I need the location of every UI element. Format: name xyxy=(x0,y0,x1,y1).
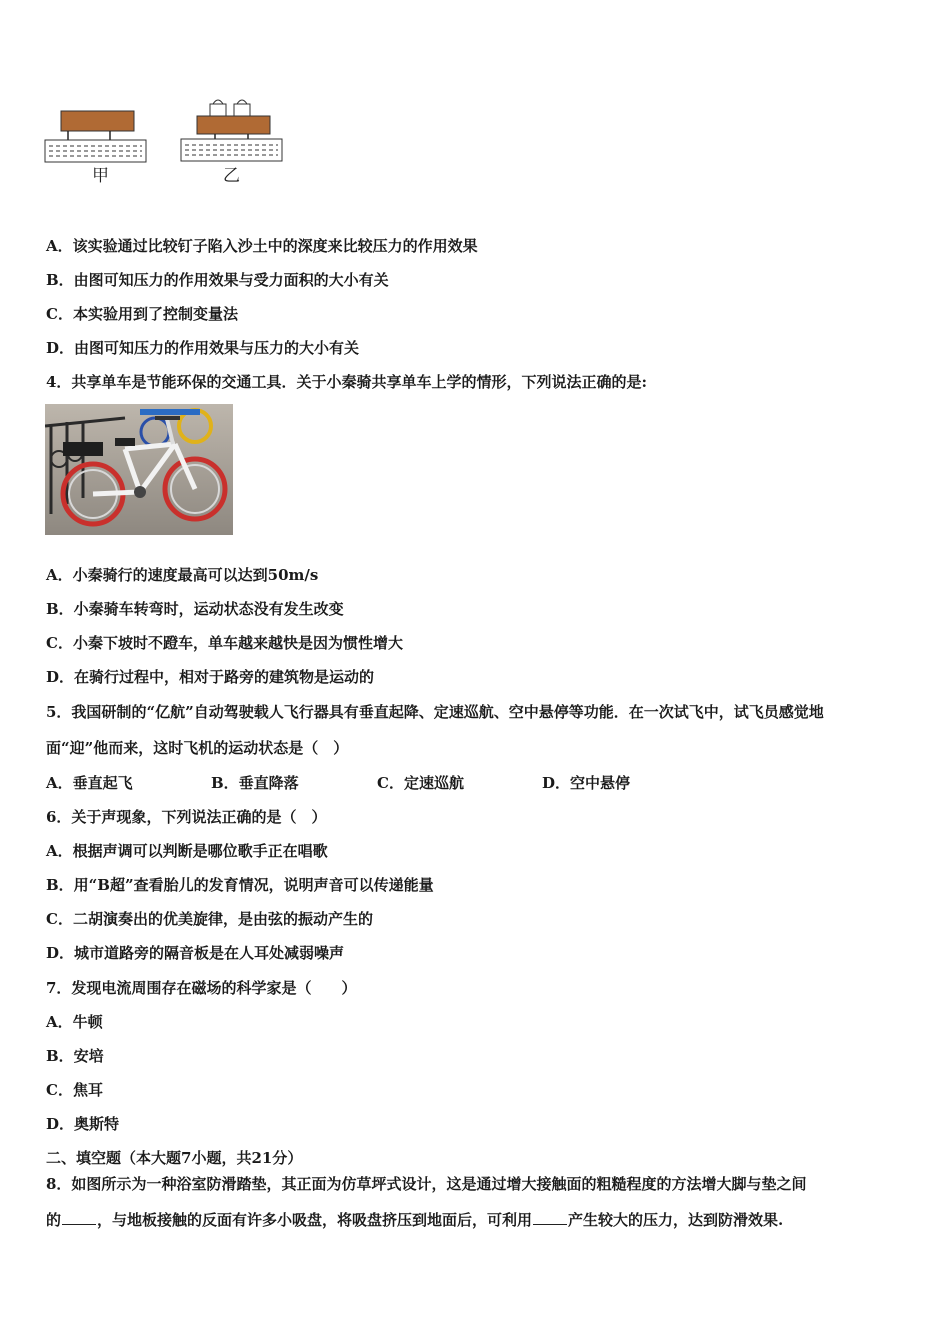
q5-option-a: A．垂直起飞 xyxy=(46,774,133,792)
q6-stem: 6．关于声现象，下列说法正确的是（ ） xyxy=(46,808,327,826)
q7-option-d: D．奥斯特 xyxy=(46,1115,120,1133)
q8-line2-part-c: 产生较大的压力，达到防滑效果. xyxy=(568,1211,784,1229)
nail-board-diagram-left xyxy=(44,108,148,166)
figure-caption-jia: 甲 xyxy=(92,166,109,186)
shared-bike-photo xyxy=(45,404,233,535)
q4-option-d: D．在骑行过程中，相对于路旁的建筑物是运动的 xyxy=(46,668,375,686)
q5-option-d: D．空中悬停 xyxy=(542,774,631,792)
q4-option-b: B．小秦骑车转弯时，运动状态没有发生改变 xyxy=(46,600,344,618)
q5-stem-line1: 5．我国研制的“亿航”自动驾驶载人飞行器具有垂直起降、定速巡航、空中悬停等功能．在一次试飞中，试飞员感觉地 xyxy=(46,703,824,721)
q7-option-a: A．牛顿 xyxy=(46,1013,103,1031)
q6-option-a: A．根据声调可以判断是哪位歌手正在唱歌 xyxy=(46,842,328,860)
section-title-fill-blank: 二、填空题（本大题7小题，共21分） xyxy=(46,1149,303,1167)
q8-line1: 8．如图所示为一种浴室防滑踏垫，其正面为仿草坪式设计，这是通过增大接触面的粗糙程度的方法增大脚与垫之间 xyxy=(46,1175,807,1193)
q3-option-b: B．由图可知压力的作用效果与受力面积的大小有关 xyxy=(46,271,389,289)
q8-line2 xyxy=(46,1210,783,1230)
q7-option-c: C．焦耳 xyxy=(46,1081,103,1099)
q4-option-a: A．小秦骑行的速度最高可以达到50m/s xyxy=(46,566,319,584)
q8-blank-1[interactable] xyxy=(62,1210,96,1225)
nail-board-diagram-right xyxy=(180,96,284,166)
q3-option-c: C．本实验用到了控制变量法 xyxy=(46,305,238,323)
q5-option-b: B．垂直降落 xyxy=(211,774,299,792)
q8-blank-2[interactable] xyxy=(533,1210,567,1225)
q4-stem: 4．共享单车是节能环保的交通工具．关于小秦骑共享单车上学的情形，下列说法正确的是: xyxy=(46,373,647,391)
q3-option-a: A．该实验通过比较钉子陷入沙土中的深度来比较压力的作用效果 xyxy=(46,237,478,255)
q5-option-c: C．定速巡航 xyxy=(377,774,464,792)
q7-option-b: B．安培 xyxy=(46,1047,104,1065)
q5-stem-line2: 面“迎”他而来，这时飞机的运动状态是（ ） xyxy=(46,739,349,757)
q6-option-b: B．用“B超”查看胎儿的发育情况，说明声音可以传递能量 xyxy=(46,876,434,894)
q6-option-c: C．二胡演奏出的优美旋律，是由弦的振动产生的 xyxy=(46,910,373,928)
q8-line2-part-b: ，与地板接触的反面有许多小吸盘，将吸盘挤压到地面后，可利用 xyxy=(97,1211,533,1229)
q4-option-c: C．小秦下坡时不蹬车，单车越来越快是因为惯性增大 xyxy=(46,634,403,652)
q3-option-d: D．由图可知压力的作用效果与压力的大小有关 xyxy=(46,339,360,357)
q8-line2-part-a: 的 xyxy=(46,1211,62,1229)
figure-caption-yi: 乙 xyxy=(223,166,240,186)
q7-stem: 7．发现电流周围存在磁场的科学家是（ ） xyxy=(46,979,357,997)
q6-option-d: D．城市道路旁的隔音板是在人耳处减弱噪声 xyxy=(46,944,345,962)
